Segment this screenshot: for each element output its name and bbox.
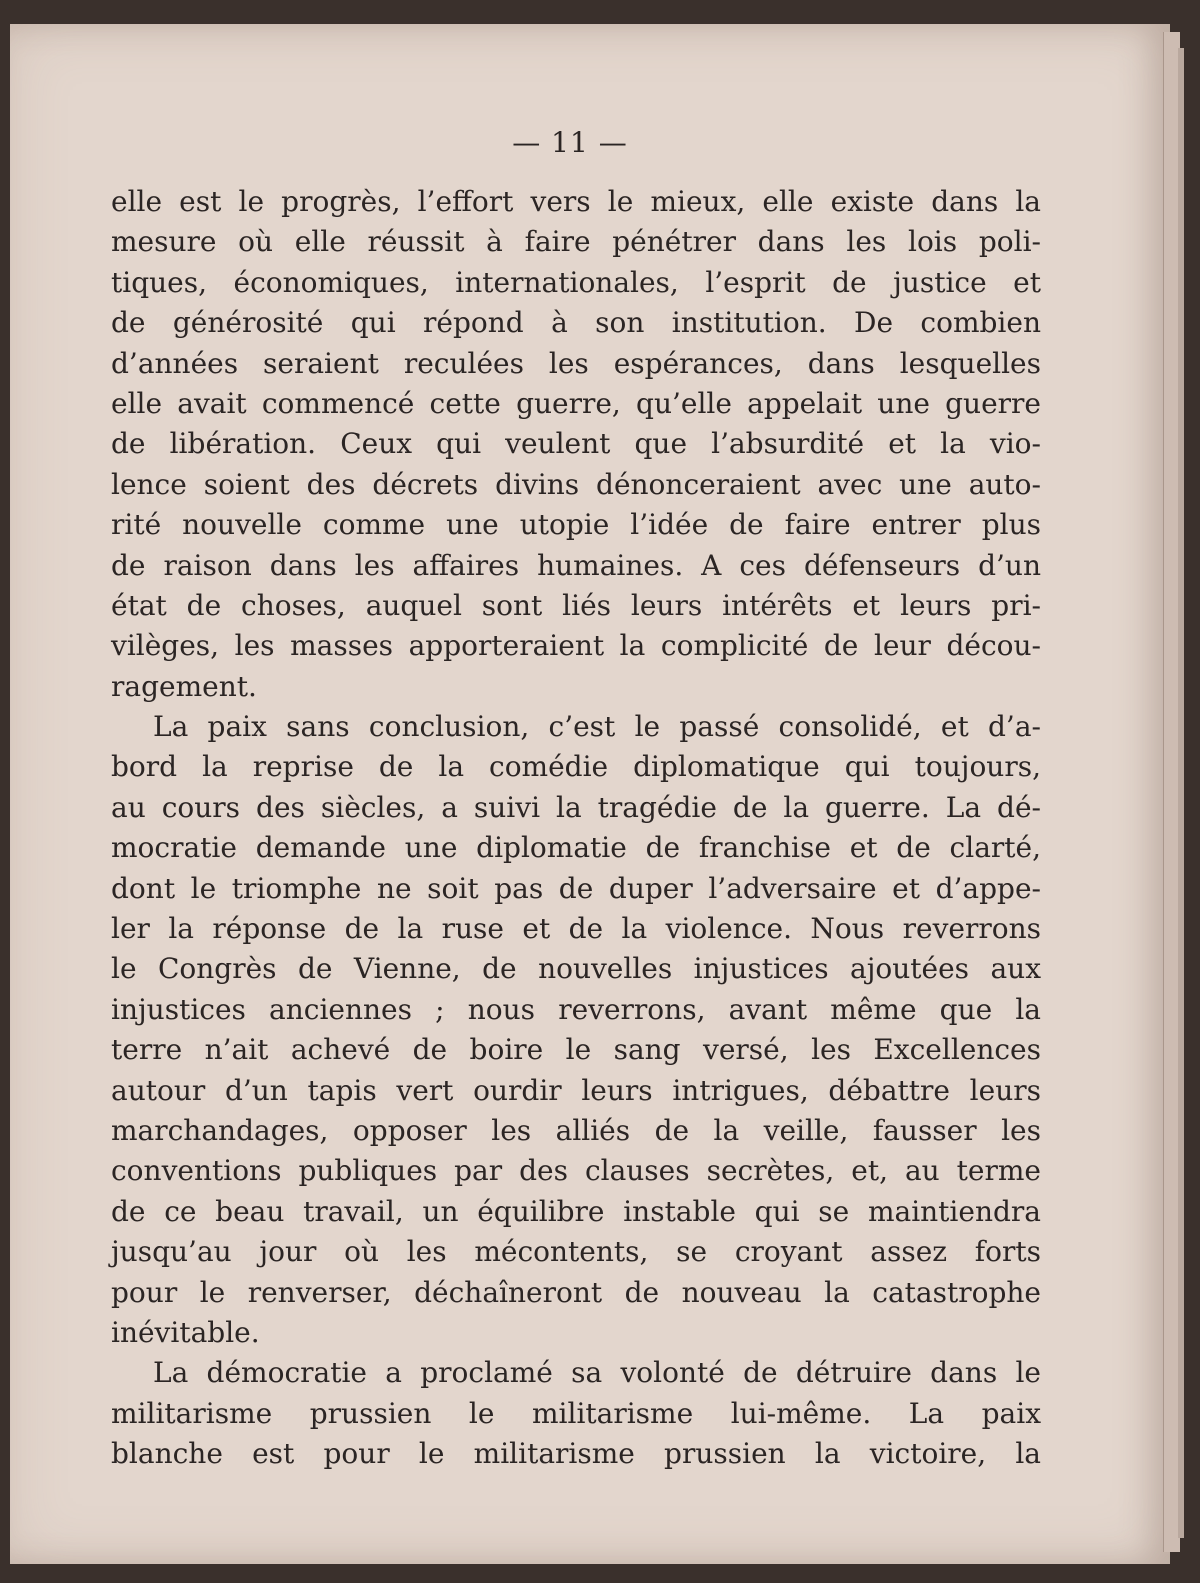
text-line: militarisme prussien le militarisme lui-même. La paix [111, 1396, 1041, 1430]
text-line: ler la réponse de la ruse et de la violence. Nous reverrons [111, 912, 1041, 946]
text-line: lence soient des décrets divins dénonceraient avec une auto- [111, 467, 1041, 501]
text-line: de ce beau travail, un équilibre instable qui se maintiendra [111, 1194, 1041, 1228]
text-line: le Congrès de Vienne, de nouvelles injustices ajoutées aux [111, 952, 1041, 986]
text-line: d’années seraient reculées les espérances, dans lesquelles [111, 346, 1041, 380]
text-line: terre n’ait achevé de boire le sang versé, les Excellences [111, 1033, 1041, 1067]
text-line: pour le renverser, déchaîneront de nouveau la catastrophe [111, 1275, 1041, 1309]
page-number: — 11 — [512, 126, 628, 159]
text-line: de libération. Ceux qui veulent que l’absurdité et la vio- [111, 427, 1041, 461]
text-line: de raison dans les affaires humaines. A ces défenseurs d’un [111, 548, 1041, 582]
text-line: vilèges, les masses apporteraient la complicité de leur décou- [111, 629, 1041, 663]
book-page [10, 24, 1170, 1564]
text-line: La démocratie a proclamé sa volonté de détruire dans le [153, 1356, 1041, 1390]
text-line: blanche est pour le militarisme prussien la victoire, la [111, 1437, 1041, 1471]
text-line: La paix sans conclusion, c’est le passé consolidé, et d’a- [153, 710, 1041, 744]
text-line: ragement. [111, 669, 257, 703]
text-line: tiques, économiques, internationales, l’esprit de justice et [111, 265, 1041, 299]
text-line: mocratie demande une diplomatie de franchise et de clarté, [111, 831, 1041, 865]
body-text [111, 182, 1041, 1475]
text-line: autour d’un tapis vert ourdir leurs intrigues, débattre leurs [111, 1073, 1041, 1107]
text-line: marchandages, opposer les alliés de la veille, fausser les [111, 1113, 1041, 1147]
text-line: elle est le progrès, l’effort vers le mieux, elle existe dans la [111, 185, 1041, 218]
page-edge-inner [1178, 48, 1184, 1538]
text-line: mesure où elle réussit à faire pénétrer dans les lois poli- [111, 225, 1041, 259]
text-line: elle avait commencé cette guerre, qu’elle appelait une guerre [111, 386, 1041, 420]
text-line: jusqu’au jour où les mécontents, se croyant assez forts [111, 1235, 1041, 1269]
text-line: état de choses, auquel sont liés leurs intérêts et leurs pri- [111, 588, 1041, 622]
text-line: au cours des siècles, a suivi la tragédie de la guerre. La dé- [111, 790, 1041, 824]
text-line: dont le triomphe ne soit pas de duper l’adversaire et d’appe- [111, 871, 1041, 905]
text-line: bord la reprise de la comédie diplomatique qui toujours, [111, 750, 1041, 784]
text-line: inévitable. [111, 1315, 260, 1349]
text-line: conventions publiques par des clauses secrètes, et, au terme [111, 1154, 1041, 1188]
text-line: injustices anciennes ; nous reverrons, avant même que la [111, 992, 1041, 1026]
text-line: de générosité qui répond à son institution. De combien [111, 306, 1041, 340]
text-line: rité nouvelle comme une utopie l’idée de faire entrer plus [111, 508, 1041, 542]
